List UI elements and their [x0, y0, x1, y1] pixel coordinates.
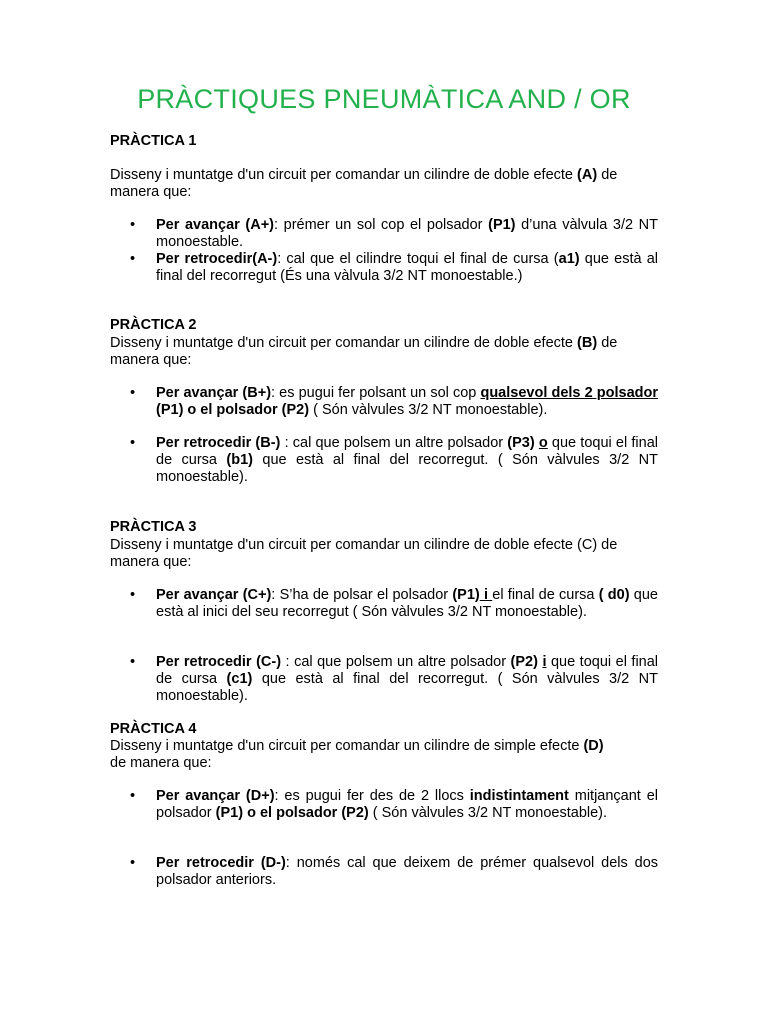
bullet-icon: • — [130, 587, 136, 603]
bullet-icon: • — [130, 855, 136, 871]
practica-4-item-retract: Per retrocedir (D-): només cal que deixem de prémer qualsevol dels dos polsador anteriors. — [156, 855, 659, 888]
practica-3-heading: PRÀCTICA 3 — [110, 519, 197, 535]
practica-3-intro: Disseny i muntatge d'un circuit per comandar un cilindre de doble efecte (C) de manera que: — [110, 537, 618, 570]
bullet-icon: • — [130, 385, 136, 401]
bullet-icon: • — [130, 217, 136, 233]
practica-1-heading: PRÀCTICA 1 — [110, 133, 197, 149]
practica-4-intro: Disseny i muntatge d'un circuit per comandar un cilindre de simple efecte (D) de manera que: — [110, 738, 604, 771]
practica-3-item-retract: Per retrocedir (C-) : cal que polsem un altre polsador (P2) i que toqui el final de cursa (c1) que està al final del recorregut. ( Són vàlvules 3/2 NT monoestable). — [156, 654, 659, 704]
practica-2-heading: PRÀCTICA 2 — [110, 317, 197, 333]
practica-2-intro: Disseny i muntatge d'un circuit per comandar un cilindre de doble efecte (B) de manera que: — [110, 335, 618, 368]
practica-1-item-advance: Per avançar (A+): prémer un sol cop el polsador (P1) d’una vàlvula 3/2 NT monoestable. — [156, 217, 659, 250]
practica-3-item-advance: Per avançar (C+): S’ha de polsar el polsador (P1) i el final de cursa ( d0) que està al inici del seu recorregut ( Són vàlvules 3/2 NT monoestable). — [156, 587, 658, 620]
bullet-icon: • — [130, 654, 136, 670]
practica-1-intro: Disseny i muntatge d'un circuit per comandar un cilindre de doble efecte (A) de manera que: — [110, 167, 618, 200]
bullet-icon: • — [130, 788, 136, 804]
practica-2-item-advance: Per avançar (B+): es pugui fer polsant un sol cop qualsevol dels 2 polsador (P1) o el polsador (P2) ( Són vàlvules 3/2 NT monoestable). — [156, 385, 658, 418]
bullet-icon: • — [130, 251, 136, 267]
practica-4-heading: PRÀCTICA 4 — [110, 721, 197, 737]
practica-4-item-advance: Per avançar (D+): es pugui fer des de 2 llocs indistintament mitjançant el polsador (P1) o el polsador (P2) ( Són vàlvules 3/2 NT monoestable). — [156, 788, 658, 821]
practica-1-item-retract: Per retrocedir(A-): cal que el cilindre toqui el final de cursa (a1) que està al final del recorregut (És una vàlvula 3/2 NT monoestable.) — [156, 251, 658, 284]
document-title: PRÀCTIQUES PNEUMÀTICA AND / OR — [137, 84, 631, 114]
practica-2-item-retract: Per retrocedir (B-) : cal que polsem un altre polsador (P3) o que toqui el final de cursa (b1) que està al final del recorregut. ( Són vàlvules 3/2 NT monoestable). — [156, 435, 658, 485]
bullet-icon: • — [130, 435, 136, 451]
